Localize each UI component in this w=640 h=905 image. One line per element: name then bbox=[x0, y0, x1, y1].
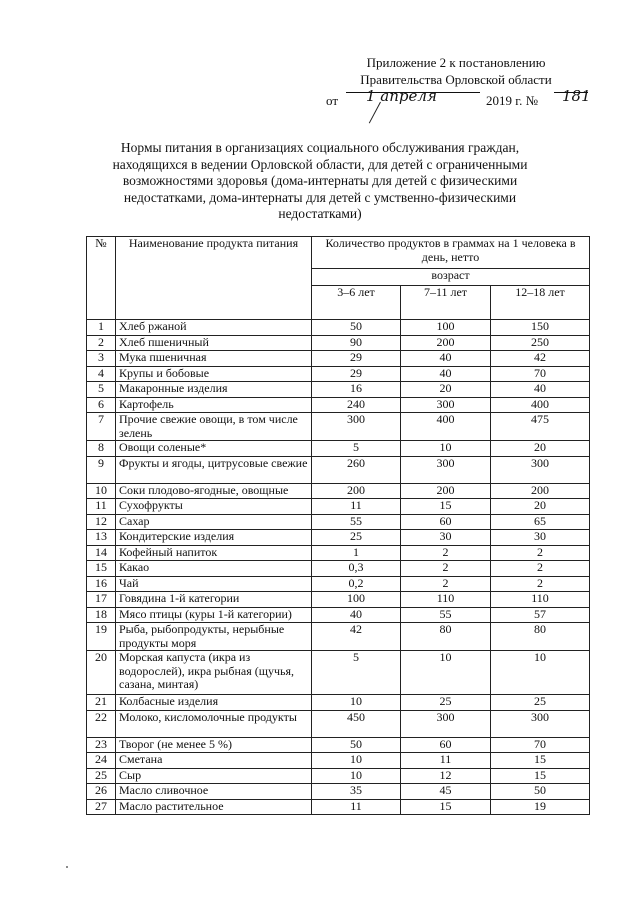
product-name: Прочие свежие овощи, в том числе зелень bbox=[116, 413, 312, 441]
scan-speck bbox=[66, 866, 68, 868]
value-age-7-11: 300 bbox=[401, 710, 491, 737]
value-age-12-18: 30 bbox=[491, 530, 590, 546]
value-age-7-11: 10 bbox=[401, 651, 491, 695]
document-title bbox=[95, 140, 545, 223]
product-name: Сухофрукты bbox=[116, 499, 312, 515]
value-age-7-11: 110 bbox=[401, 592, 491, 608]
value-age-7-11: 15 bbox=[401, 799, 491, 815]
table-row bbox=[87, 695, 590, 711]
appendix-header bbox=[326, 54, 591, 110]
value-age-7-11: 60 bbox=[401, 737, 491, 753]
table-row bbox=[87, 784, 590, 800]
table-row bbox=[87, 561, 590, 577]
product-name: Морская капуста (икра из водорослей), икра рыбная (щучья, сазана, минтая) bbox=[116, 651, 312, 695]
value-age-3-6: 55 bbox=[312, 514, 401, 530]
year-label: 2019 г. № bbox=[486, 93, 539, 108]
value-age-7-11: 25 bbox=[401, 695, 491, 711]
value-age-3-6: 0,2 bbox=[312, 576, 401, 592]
value-age-3-6: 240 bbox=[312, 397, 401, 413]
product-name: Фрукты и ягоды, цитрусовые свежие bbox=[116, 456, 312, 483]
value-age-7-11: 15 bbox=[401, 499, 491, 515]
product-name: Сахар bbox=[116, 514, 312, 530]
row-number: 23 bbox=[87, 737, 116, 753]
product-name: Соки плодово-ягодные, овощные bbox=[116, 483, 312, 499]
table-body bbox=[87, 320, 590, 815]
value-age-3-6: 5 bbox=[312, 651, 401, 695]
product-name: Мука пшеничная bbox=[116, 351, 312, 367]
value-age-7-11: 200 bbox=[401, 335, 491, 351]
table-row bbox=[87, 623, 590, 651]
table-row bbox=[87, 499, 590, 515]
header-product-name: Наименование продукта питания bbox=[116, 237, 312, 320]
value-age-12-18: 65 bbox=[491, 514, 590, 530]
product-name: Крупы и бобовые bbox=[116, 366, 312, 382]
value-age-12-18: 25 bbox=[491, 695, 590, 711]
row-number: 16 bbox=[87, 576, 116, 592]
value-age-7-11: 40 bbox=[401, 351, 491, 367]
header-age-12-18: 12–18 лет bbox=[491, 285, 590, 319]
row-number: 12 bbox=[87, 514, 116, 530]
appendix-line-1: Приложение 2 к постановлению bbox=[366, 55, 546, 70]
value-age-12-18: 15 bbox=[491, 753, 590, 769]
product-name: Кондитерские изделия bbox=[116, 530, 312, 546]
row-number: 5 bbox=[87, 382, 116, 398]
table-row bbox=[87, 768, 590, 784]
product-name: Рыба, рыбопродукты, нерыбные продукты моря bbox=[116, 623, 312, 651]
table-row bbox=[87, 366, 590, 382]
value-age-3-6: 29 bbox=[312, 366, 401, 382]
table-row bbox=[87, 607, 590, 623]
value-age-3-6: 260 bbox=[312, 456, 401, 483]
value-age-7-11: 20 bbox=[401, 382, 491, 398]
table-row bbox=[87, 441, 590, 457]
from-label: от bbox=[326, 93, 339, 108]
value-age-7-11: 2 bbox=[401, 576, 491, 592]
product-name: Творог (не менее 5 %) bbox=[116, 737, 312, 753]
product-name: Картофель bbox=[116, 397, 312, 413]
title-line: недостатками, дома-интернаты для детей с умственно-физическими bbox=[123, 189, 517, 205]
value-age-3-6: 5 bbox=[312, 441, 401, 457]
table-row bbox=[87, 413, 590, 441]
product-name: Масло сливочное bbox=[116, 784, 312, 800]
value-age-7-11: 200 bbox=[401, 483, 491, 499]
product-name: Молоко, кисломолочные продукты bbox=[116, 710, 312, 737]
row-number: 6 bbox=[87, 397, 116, 413]
product-name: Масло растительное bbox=[116, 799, 312, 815]
value-age-7-11: 80 bbox=[401, 623, 491, 651]
product-name: Говядина 1-й категории bbox=[116, 592, 312, 608]
row-number: 22 bbox=[87, 710, 116, 737]
row-number: 20 bbox=[87, 651, 116, 695]
value-age-12-18: 19 bbox=[491, 799, 590, 815]
value-age-7-11: 45 bbox=[401, 784, 491, 800]
row-number: 19 bbox=[87, 623, 116, 651]
product-name: Чай bbox=[116, 576, 312, 592]
table-row bbox=[87, 753, 590, 769]
value-age-12-18: 50 bbox=[491, 784, 590, 800]
value-age-7-11: 300 bbox=[401, 397, 491, 413]
row-number: 25 bbox=[87, 768, 116, 784]
value-age-12-18: 300 bbox=[491, 456, 590, 483]
title-line: Нормы питания в организациях социального обслуживания граждан, bbox=[120, 140, 520, 155]
value-age-3-6: 100 bbox=[312, 592, 401, 608]
value-age-12-18: 42 bbox=[491, 351, 590, 367]
value-age-7-11: 12 bbox=[401, 768, 491, 784]
table-row bbox=[87, 737, 590, 753]
value-age-3-6: 50 bbox=[312, 737, 401, 753]
row-number: 2 bbox=[87, 335, 116, 351]
value-age-12-18: 110 bbox=[491, 592, 590, 608]
row-number: 17 bbox=[87, 592, 116, 608]
table-row bbox=[87, 397, 590, 413]
row-number: 24 bbox=[87, 753, 116, 769]
value-age-3-6: 16 bbox=[312, 382, 401, 398]
value-age-12-18: 15 bbox=[491, 768, 590, 784]
value-age-12-18: 57 bbox=[491, 607, 590, 623]
row-number: 11 bbox=[87, 499, 116, 515]
handwritten-number: 181 bbox=[562, 87, 591, 105]
row-number: 18 bbox=[87, 607, 116, 623]
row-number: 15 bbox=[87, 561, 116, 577]
row-number: 14 bbox=[87, 545, 116, 561]
value-age-12-18: 2 bbox=[491, 576, 590, 592]
value-age-3-6: 29 bbox=[312, 351, 401, 367]
value-age-7-11: 100 bbox=[401, 320, 491, 336]
value-age-3-6: 11 bbox=[312, 499, 401, 515]
product-name: Кофейный напиток bbox=[116, 545, 312, 561]
value-age-12-18: 250 bbox=[491, 335, 590, 351]
row-number: 8 bbox=[87, 441, 116, 457]
row-number: 21 bbox=[87, 695, 116, 711]
table-row bbox=[87, 514, 590, 530]
row-number: 27 bbox=[87, 799, 116, 815]
value-age-3-6: 35 bbox=[312, 784, 401, 800]
value-age-3-6: 1 bbox=[312, 545, 401, 561]
table-row bbox=[87, 483, 590, 499]
product-name: Колбасные изделия bbox=[116, 695, 312, 711]
value-age-12-18: 475 bbox=[491, 413, 590, 441]
table-row bbox=[87, 335, 590, 351]
header-age: возраст bbox=[312, 269, 590, 285]
value-age-7-11: 300 bbox=[401, 456, 491, 483]
value-age-7-11: 60 bbox=[401, 514, 491, 530]
value-age-12-18: 200 bbox=[491, 483, 590, 499]
product-name: Хлеб ржаной bbox=[116, 320, 312, 336]
row-number: 26 bbox=[87, 784, 116, 800]
value-age-12-18: 400 bbox=[491, 397, 590, 413]
title-line: возможностями здоровья (дома-интернаты для детей с физическими bbox=[122, 173, 518, 188]
table-row bbox=[87, 592, 590, 608]
table-row bbox=[87, 545, 590, 561]
header-number: № bbox=[87, 237, 116, 320]
table-row bbox=[87, 651, 590, 695]
value-age-7-11: 11 bbox=[401, 753, 491, 769]
value-age-12-18: 2 bbox=[491, 545, 590, 561]
value-age-3-6: 10 bbox=[312, 768, 401, 784]
value-age-12-18: 150 bbox=[491, 320, 590, 336]
row-number: 10 bbox=[87, 483, 116, 499]
value-age-12-18: 2 bbox=[491, 561, 590, 577]
table-row bbox=[87, 530, 590, 546]
value-age-3-6: 450 bbox=[312, 710, 401, 737]
value-age-3-6: 10 bbox=[312, 753, 401, 769]
value-age-12-18: 300 bbox=[491, 710, 590, 737]
value-age-7-11: 2 bbox=[401, 545, 491, 561]
product-name: Какао bbox=[116, 561, 312, 577]
table-row bbox=[87, 351, 590, 367]
value-age-12-18: 20 bbox=[491, 441, 590, 457]
product-name: Овощи соленые* bbox=[116, 441, 312, 457]
appendix-date-line bbox=[326, 87, 591, 110]
appendix-line-2: Правительства Орловской области bbox=[360, 72, 552, 87]
table-row bbox=[87, 456, 590, 483]
product-name: Хлеб пшеничный bbox=[116, 335, 312, 351]
value-age-7-11: 400 bbox=[401, 413, 491, 441]
table-row bbox=[87, 710, 590, 737]
value-age-12-18: 40 bbox=[491, 382, 590, 398]
value-age-7-11: 55 bbox=[401, 607, 491, 623]
value-age-12-18: 70 bbox=[491, 737, 590, 753]
product-name: Сыр bbox=[116, 768, 312, 784]
value-age-3-6: 300 bbox=[312, 413, 401, 441]
row-number: 3 bbox=[87, 351, 116, 367]
value-age-12-18: 70 bbox=[491, 366, 590, 382]
row-number: 13 bbox=[87, 530, 116, 546]
value-age-12-18: 20 bbox=[491, 499, 590, 515]
product-name: Сметана bbox=[116, 753, 312, 769]
title-line: находящихся в ведении Орловской области, для детей с ограниченными bbox=[112, 156, 528, 172]
value-age-7-11: 40 bbox=[401, 366, 491, 382]
title-line: недостатками) bbox=[278, 206, 362, 221]
header-quantity: Количество продуктов в граммах на 1 человека в день, нетто bbox=[312, 237, 590, 269]
value-age-3-6: 0,3 bbox=[312, 561, 401, 577]
value-age-7-11: 2 bbox=[401, 561, 491, 577]
value-age-3-6: 90 bbox=[312, 335, 401, 351]
header-age-7-11: 7–11 лет bbox=[401, 285, 491, 319]
value-age-12-18: 80 bbox=[491, 623, 590, 651]
table-row bbox=[87, 382, 590, 398]
product-name: Макаронные изделия bbox=[116, 382, 312, 398]
value-age-3-6: 11 bbox=[312, 799, 401, 815]
product-name: Мясо птицы (куры 1-й категории) bbox=[116, 607, 312, 623]
nutrition-norms-table bbox=[86, 236, 590, 815]
value-age-3-6: 50 bbox=[312, 320, 401, 336]
row-number: 7 bbox=[87, 413, 116, 441]
row-number: 9 bbox=[87, 456, 116, 483]
value-age-7-11: 10 bbox=[401, 441, 491, 457]
table-row bbox=[87, 576, 590, 592]
value-age-3-6: 10 bbox=[312, 695, 401, 711]
value-age-12-18: 10 bbox=[491, 651, 590, 695]
handwritten-date: 1 апреля bbox=[366, 87, 437, 105]
value-age-3-6: 200 bbox=[312, 483, 401, 499]
row-number: 4 bbox=[87, 366, 116, 382]
value-age-3-6: 40 bbox=[312, 607, 401, 623]
row-number: 1 bbox=[87, 320, 116, 336]
table-row bbox=[87, 320, 590, 336]
header-age-3-6: 3–6 лет bbox=[312, 285, 401, 319]
value-age-7-11: 30 bbox=[401, 530, 491, 546]
value-age-3-6: 25 bbox=[312, 530, 401, 546]
value-age-3-6: 42 bbox=[312, 623, 401, 651]
table-row bbox=[87, 799, 590, 815]
